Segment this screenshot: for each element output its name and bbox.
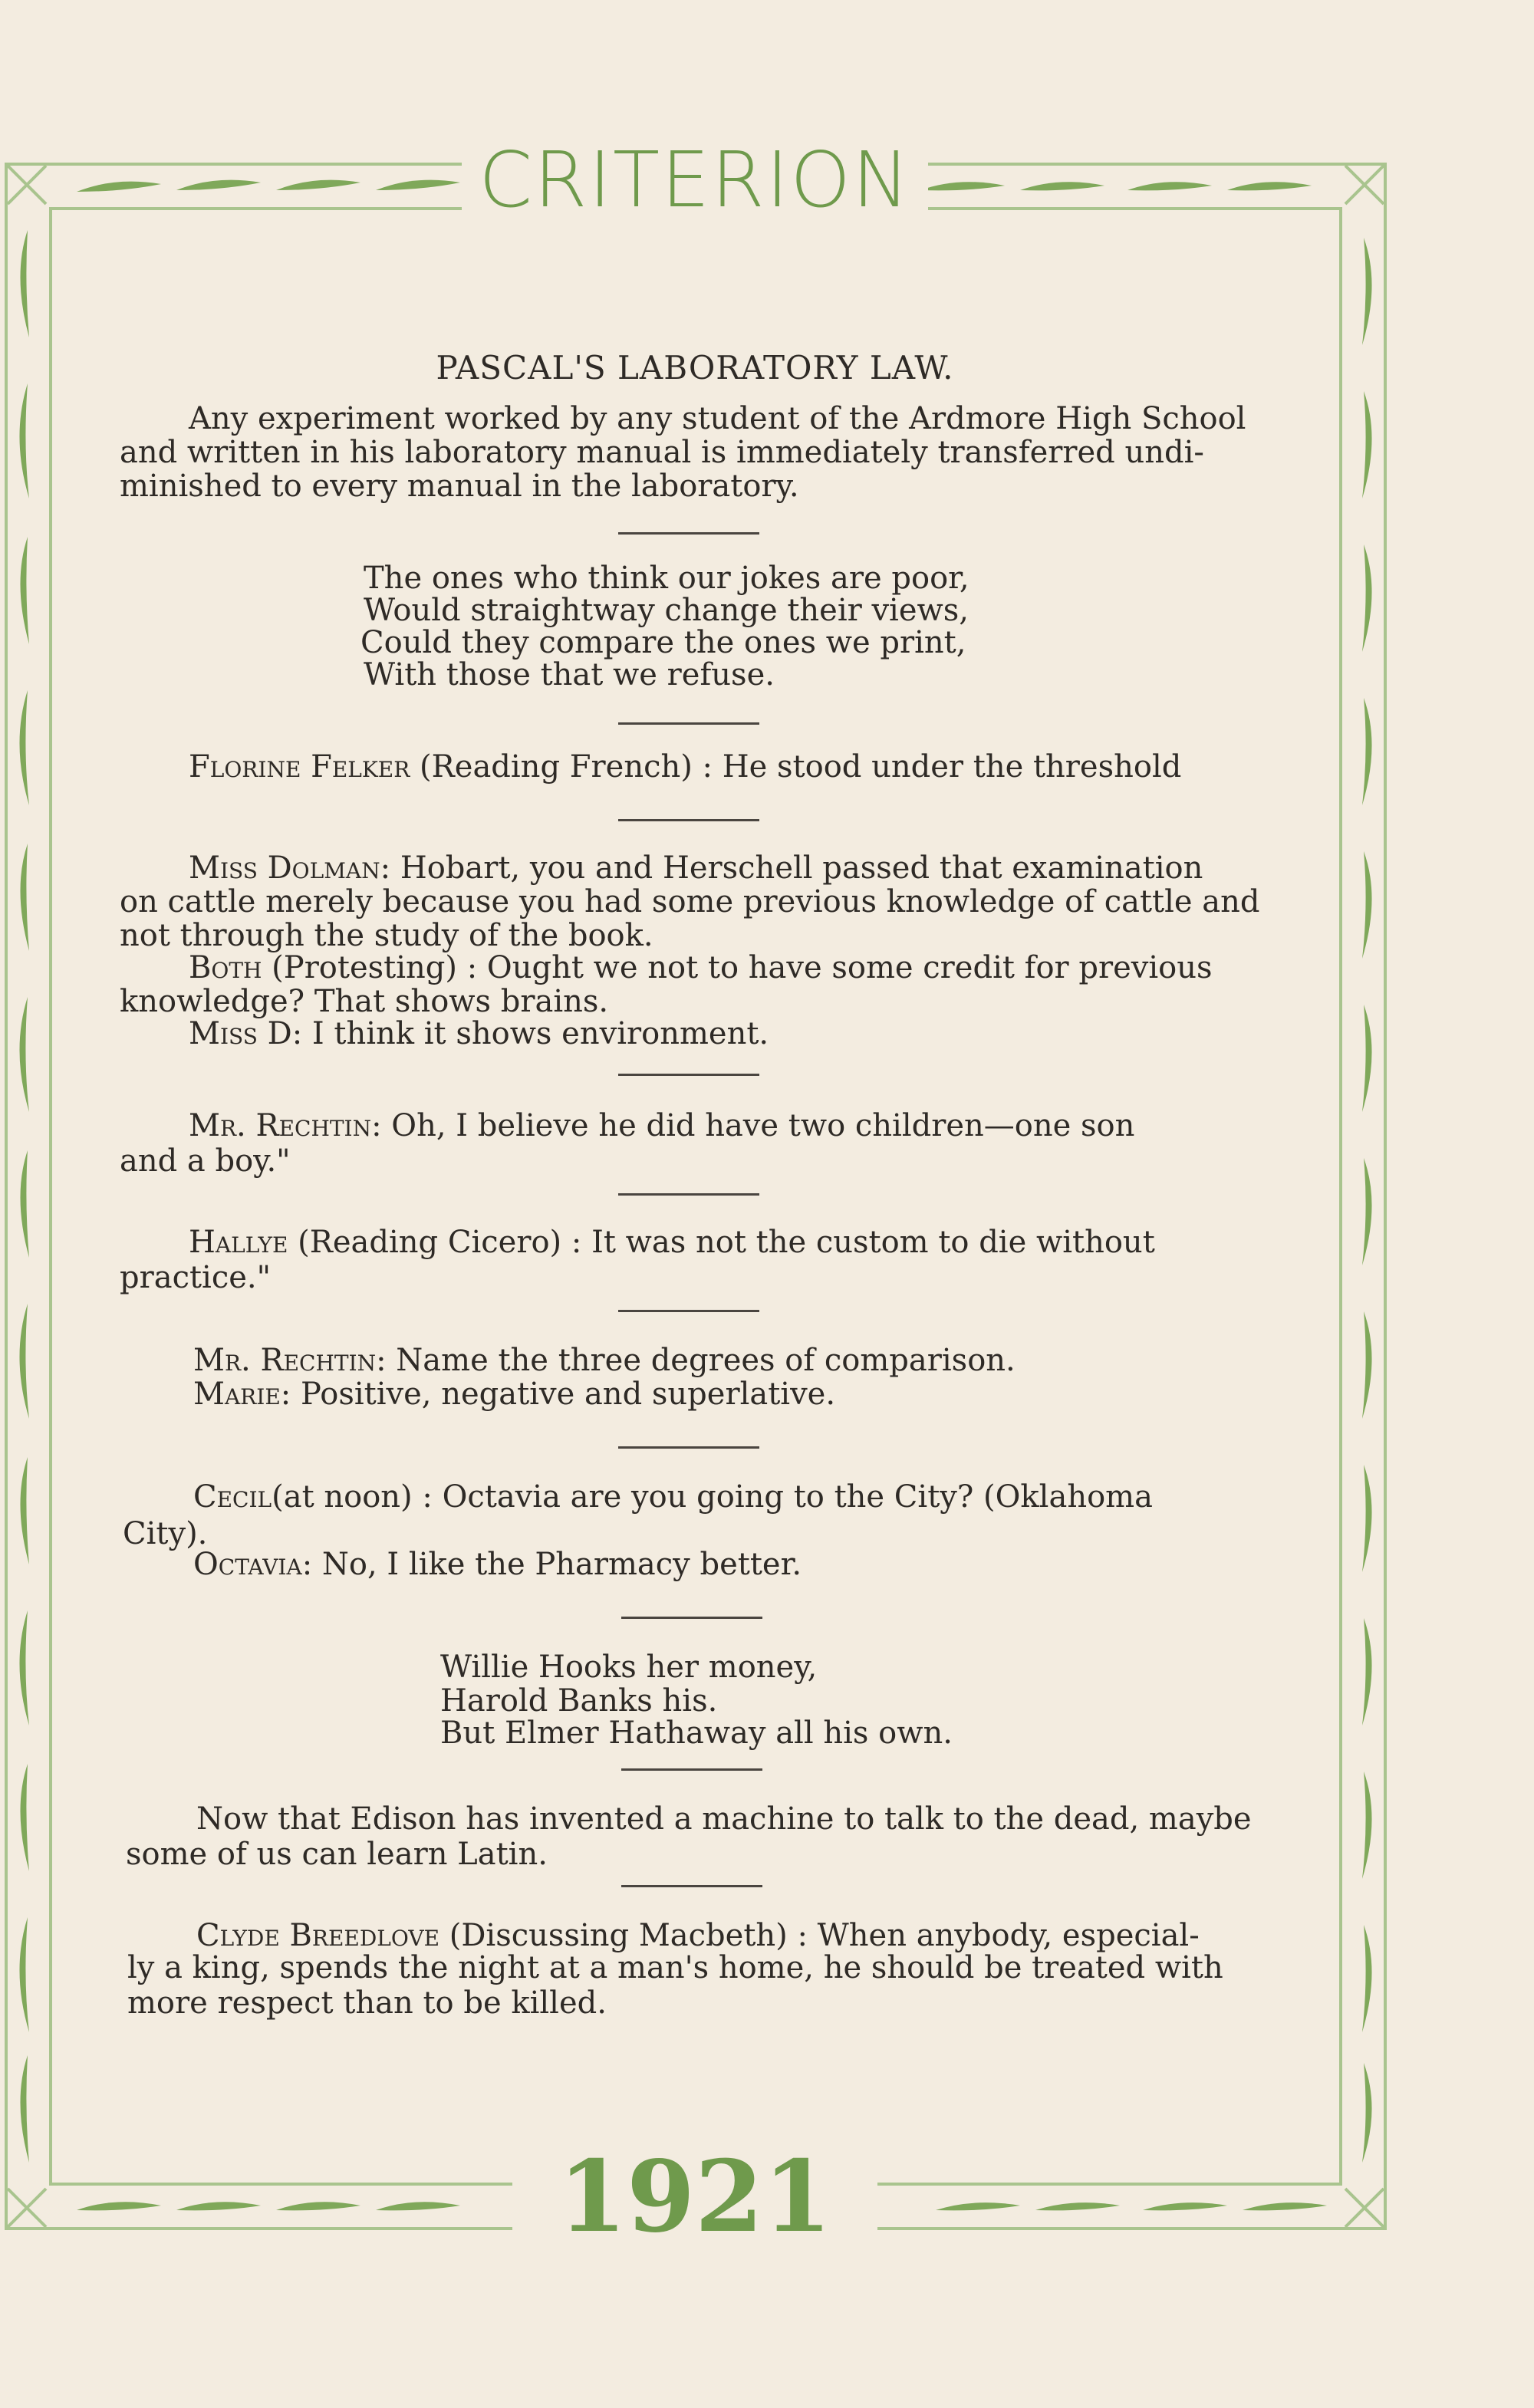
left-vine-ornament	[6, 215, 44, 2178]
joke-rechtin2-line	[193, 1377, 835, 1411]
speaker-name: Octavia	[193, 1547, 302, 1582]
joke-text: : I think it shows environment.	[291, 1016, 769, 1051]
joke-dolman-line	[189, 851, 1203, 885]
section-title: PASCAL'S LABORATORY LAW.	[436, 349, 954, 387]
law-line: and written in his laboratory manual is immediately transferred undi-	[120, 435, 1204, 470]
separator-rule	[618, 1310, 759, 1312]
joke-breedlove-line	[196, 1919, 1200, 1952]
joke-text: (Protesting) : Ought we not to have some credit for previous	[262, 950, 1213, 985]
speaker-name: Hallye	[189, 1225, 288, 1260]
joke-rechtin-line	[189, 1109, 1134, 1143]
joke-dolman-line: not through the study of the book.	[120, 918, 653, 953]
separator-rule	[618, 819, 759, 821]
year-label: 1921	[512, 2140, 877, 2255]
joke-breedlove-line: ly a king, spends the night at a man's home, he should be treated with	[127, 1950, 1223, 1985]
poem-line: With those that we refuse.	[364, 657, 775, 692]
speaker-name: Mr. Rechtin	[189, 1108, 372, 1143]
joke-hallye-line	[189, 1225, 1155, 1259]
speaker-name: Both	[189, 950, 262, 985]
joke-dolman-line	[189, 1017, 769, 1051]
edison-line: Now that Edison has invented a machine to talk to the dead, maybe	[196, 1801, 1252, 1837]
speaker-name: Florine Felker	[189, 749, 410, 785]
masthead-title: CRITERION	[462, 138, 928, 222]
separator-rule	[618, 1074, 759, 1076]
poem-line: But Elmer Hathaway all his own.	[440, 1716, 953, 1751]
joke-cecil-line: City).	[123, 1516, 208, 1551]
poem-line: The ones who think our jokes are poor,	[364, 561, 969, 596]
joke-cecil-line	[193, 1480, 1153, 1514]
year-footer	[0, 2140, 1390, 2255]
joke-text: (at noon) : Octavia are you going to the City? (Oklahoma	[272, 1479, 1153, 1515]
separator-rule	[621, 1885, 762, 1887]
speaker-name: Clyde Breedlove	[196, 1918, 440, 1953]
joke-rechtin2-line	[193, 1344, 1016, 1377]
law-line: Any experiment worked by any student of the Ardmore High School	[189, 401, 1246, 436]
speaker-name: Cecil	[193, 1479, 272, 1515]
inner-border	[49, 207, 1342, 2186]
joke-dolman-line	[189, 951, 1213, 985]
joke-dolman-line: knowledge? That shows brains.	[120, 984, 609, 1019]
separator-rule	[618, 722, 759, 725]
speaker-name: Miss D	[189, 1016, 292, 1051]
joke-rechtin-line: and a boy."	[120, 1143, 291, 1179]
law-line: minished to every manual in the laboratory.	[120, 469, 799, 504]
joke-text: : Positive, negative and superlative.	[280, 1377, 836, 1412]
poem-line: Could they compare the ones we print,	[360, 625, 966, 660]
masthead	[0, 135, 1390, 225]
joke-text: : No, I like the Pharmacy better.	[301, 1547, 802, 1582]
joke-felker	[189, 750, 1181, 784]
right-vine-ornament	[1347, 215, 1385, 2178]
joke-text: (Reading Cicero) : It was not the custom to die without	[288, 1225, 1155, 1260]
separator-rule	[621, 1617, 762, 1619]
separator-rule	[618, 1446, 759, 1449]
joke-text: : Hobart, you and Herschell passed that examination	[380, 850, 1203, 886]
joke-text: (Reading French) : He stood under the threshold	[410, 749, 1182, 785]
poem-line: Willie Hooks her money,	[440, 1650, 818, 1685]
joke-text: : Oh, I believe he did have two children—one son	[371, 1108, 1135, 1143]
joke-hallye-line: practice."	[120, 1260, 272, 1295]
separator-rule	[618, 1193, 759, 1196]
separator-rule	[618, 532, 759, 535]
joke-text: (Discussing Macbeth) : When anybody, especial-	[439, 1918, 1200, 1953]
joke-cecil-line	[193, 1548, 802, 1581]
joke-text: : Name the three degrees of comparison.	[376, 1343, 1016, 1378]
speaker-name: Marie	[193, 1377, 281, 1412]
joke-dolman-line: on cattle merely because you had some previous knowledge of cattle and	[120, 884, 1260, 919]
speaker-name: Mr. Rechtin	[193, 1343, 377, 1378]
poem-line: Harold Banks his.	[440, 1683, 718, 1719]
joke-breedlove-line: more respect than to be killed.	[127, 1985, 607, 2021]
separator-rule	[621, 1768, 762, 1771]
edison-line: some of us can learn Latin.	[126, 1837, 548, 1872]
speaker-name: Miss Dolman	[189, 850, 380, 886]
poem-line: Would straightway change their views,	[364, 593, 969, 628]
